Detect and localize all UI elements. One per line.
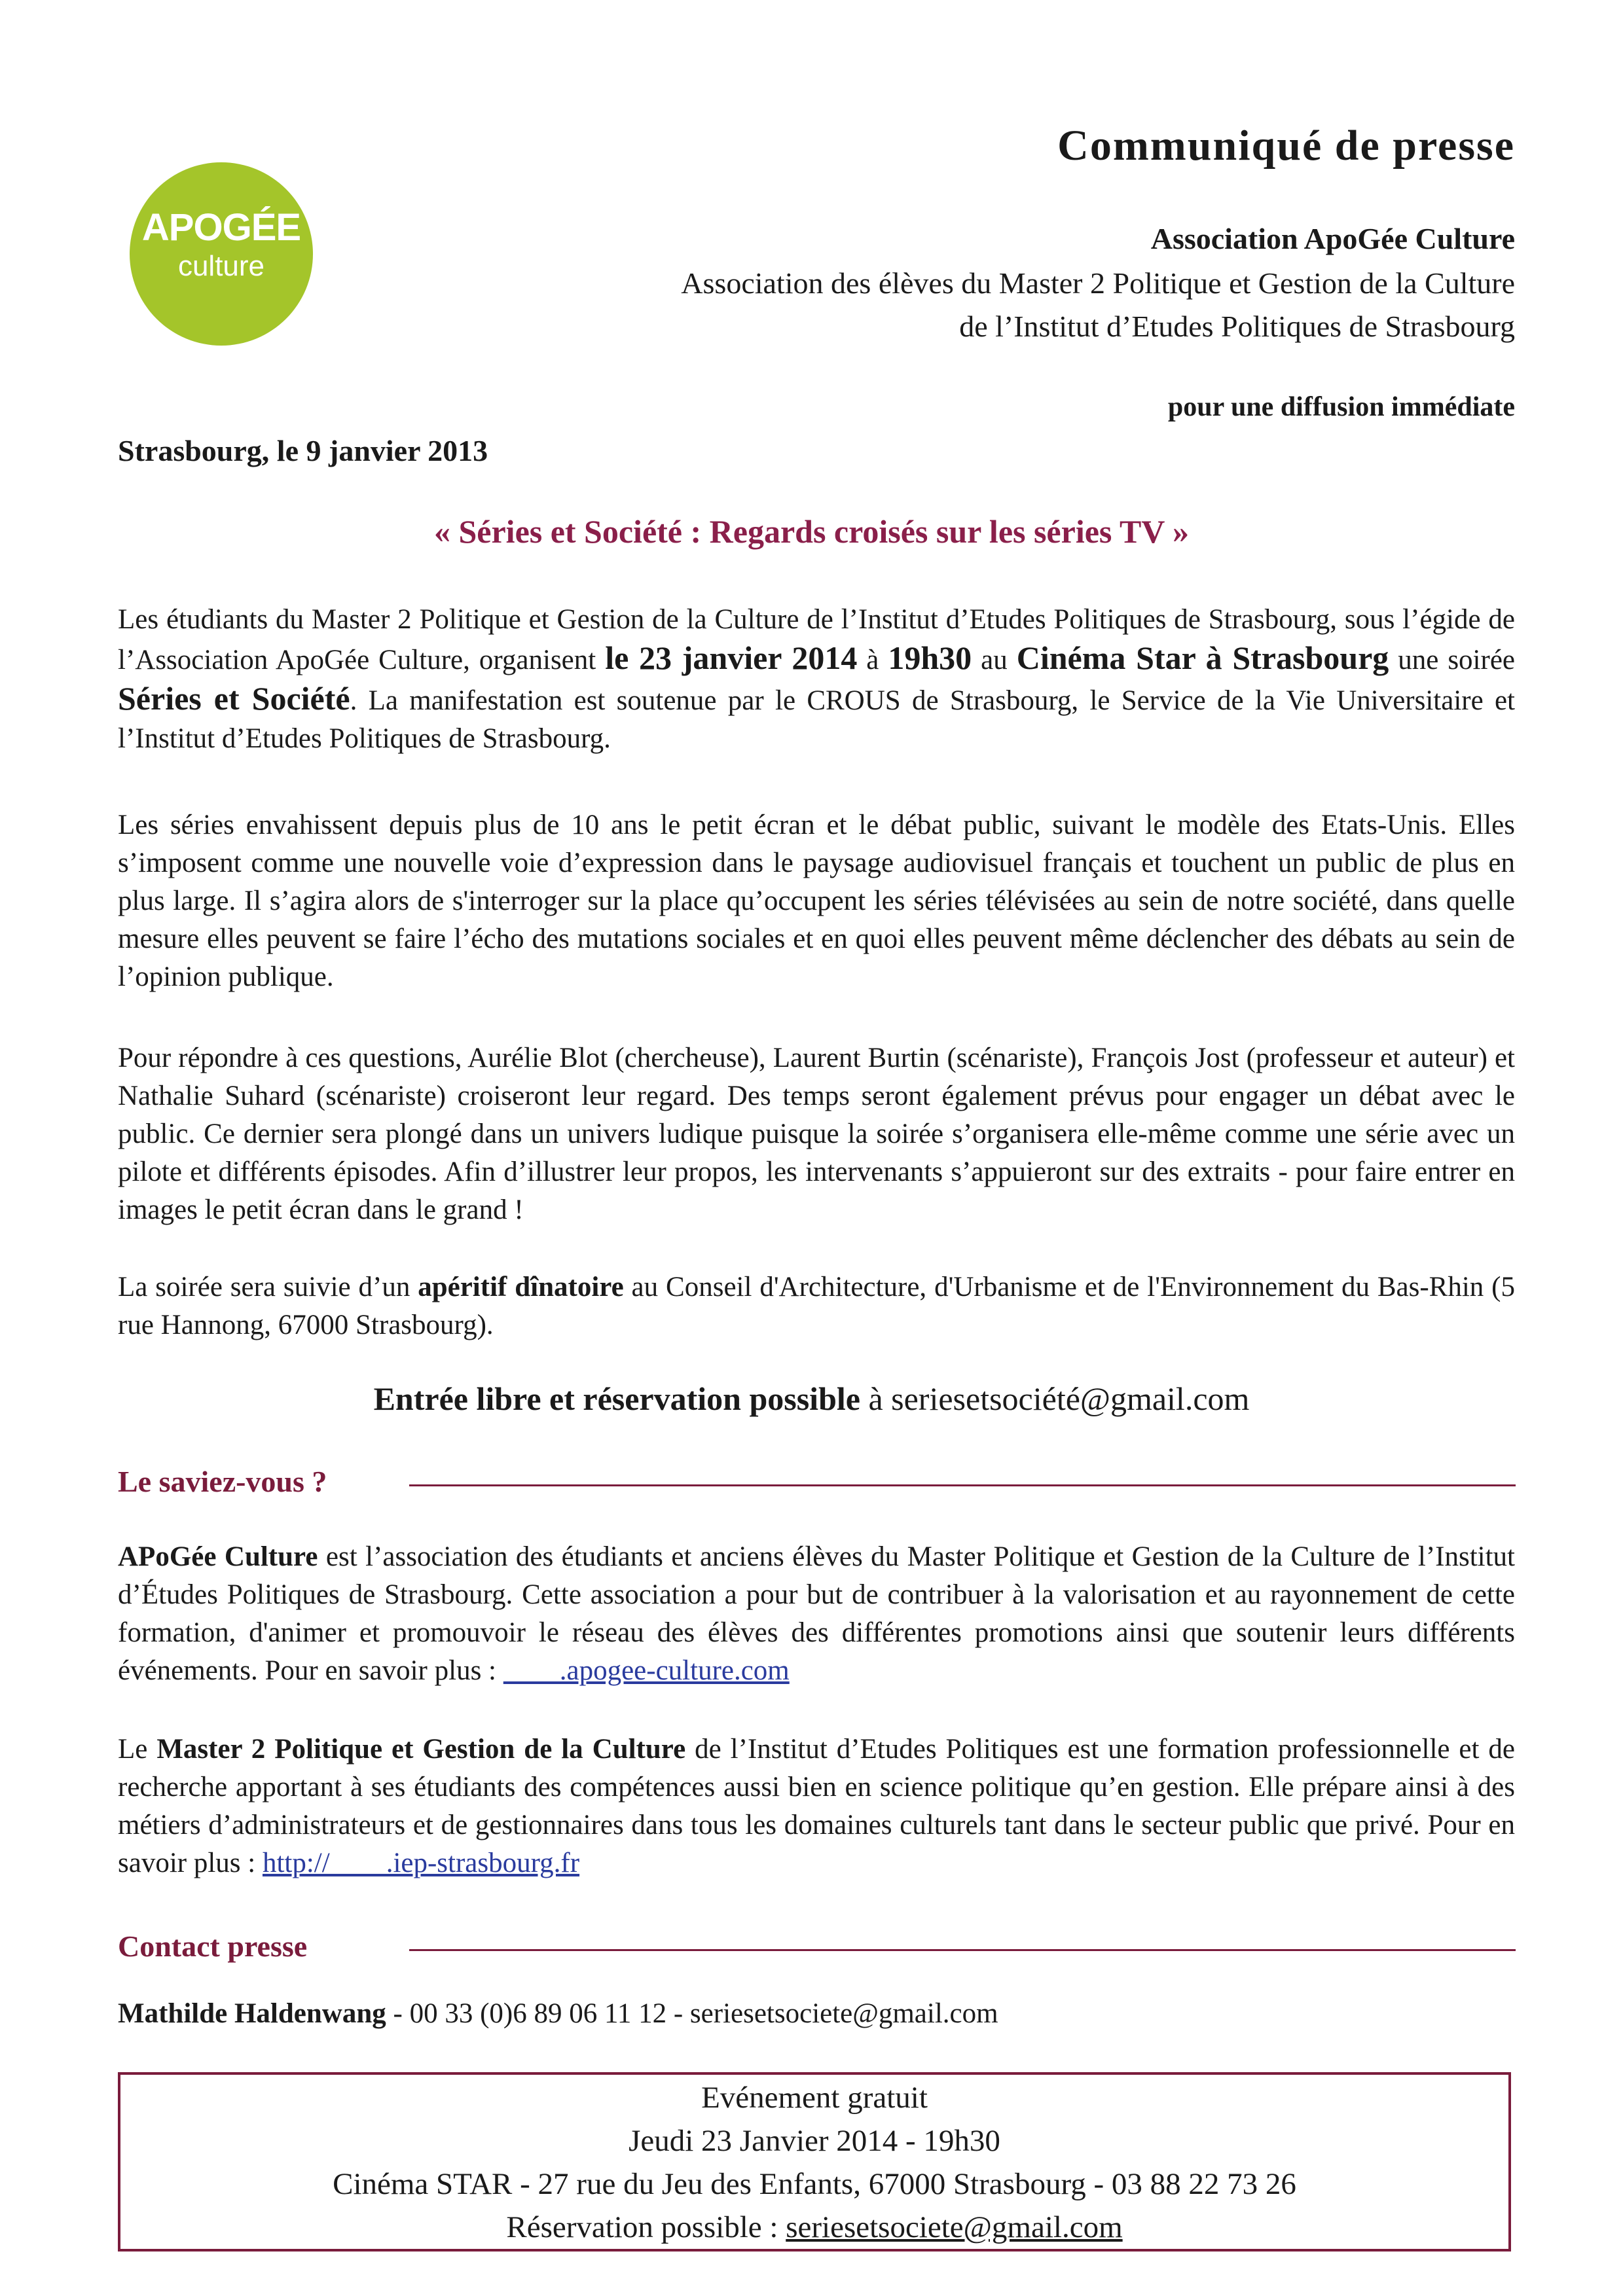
reservation-email-link[interactable]: seriesetsociete@gmail.com [786,2210,1123,2244]
intro-paragraph [118,601,1515,758]
entry-line [0,1380,1623,1418]
event-date: le 23 janvier 2014 [605,639,858,676]
event-time: 19h30 [888,639,972,676]
did-you-know-rule [409,1484,1516,1486]
reservation-label: Réservation possible : [506,2210,786,2244]
apogee-info-paragraph [118,1538,1515,1690]
event-box-free: Evénement gratuit [701,2081,928,2115]
intro-text-1: Les étudiants du Master 2 Politique et Gestion de la Culture de l’Institut d’Etudes Politiques de Strasbourg, sous l’égide de l’Association ApoGée Culture, organisent [118,604,1515,675]
press-contact-line [118,1998,998,2030]
contact-name: Mathilde Haldenwang [118,1998,386,2029]
apogee-link[interactable]: .apogee-culture.com [503,1655,790,1686]
intro-text-5: . La manifestation est soutenue par le CROUS de Strasbourg, le Service de la Vie Universitaire et l’Institut d’Etudes Politiques de Strasbourg. [118,685,1515,754]
intro-text-2: à [857,645,888,675]
event-info-box [118,2072,1511,2251]
event-box-venue: Cinéma STAR - 27 rue du Jeu des Enfants, 67000 Strasbourg - 03 88 22 73 26 [333,2167,1296,2201]
association-name: Association ApoGée Culture [1150,222,1515,255]
event-venue: Cinéma Star à Strasbourg [1016,639,1389,676]
apogee-description: est l’association des étudiants et anciens élèves du Master Politique et Gestion de la Culture de l’Institut d’Études Politiques de Strasbourg. Cette association a pour but de contribuer à la valorisation et au rayonnement de cette formation, d'animer et promouvoir le réseau des élèves des différentes promotions ainsi que soutenir leurs différents événements. Pour en savoir plus : [118,1541,1515,1686]
intro-text-3: au [972,645,1017,675]
apogee-logo [130,162,313,346]
press-contact-heading: Contact presse [118,1929,308,1963]
event-name: Séries et Société [118,680,350,717]
contact-details: - 00 33 (0)6 89 06 11 12 - seriesetsociete@gmail.com [386,1998,998,2029]
aperitif-text-1: La soirée sera suivie d’un [118,1272,418,1302]
aperitif-bold: apéritif dînatoire [418,1272,624,1302]
event-title: « Séries et Société : Regards croisés sur les séries TV » [433,513,1190,550]
did-you-know-heading: Le saviez-vous ? [118,1465,327,1498]
speakers-paragraph: Pour répondre à ces questions, Aurélie Blot (chercheuse), Laurent Burtin (scénariste), François Jost (professeur et auteur) et Nathalie Suhard (scénariste) croiseront leur regard. Des temps seront également prévus pour engager un débat avec le public. Ce dernier sera plongé dans un univers ludique puisque la soirée s’organisera elle-même comme une série avec un pilote et différents épisodes. Afin d’illustrer leur propos, les intervenants s’appuieront sur des extraits - pour faire entrer en images le petit écran dans le grand ! [118,1043,1515,1225]
master-name: Master 2 Politique et Gestion de la Culture [156,1734,686,1765]
entry-email: à seriesetsociété@gmail.com [860,1380,1250,1417]
master-text-1: Le [118,1734,157,1765]
document-title: Communiqué de presse [1057,122,1515,170]
event-box-date: Jeudi 23 Janvier 2014 - 19h30 [629,2124,1000,2158]
series-context-paragraph: Les séries envahissent depuis plus de 10 ans le petit écran et le débat public, suivant le modèle des Etats-Unis. Elles s’imposent comme une nouvelle voie d’expression dans le paysage audiovisuel français et touchent un public de plus en plus large. Il s’agira alors de s'interroger sur la place qu’occupent les séries télévisées au sein de notre société, dans quelle mesure elles peuvent se faire l’écho des mutations sociales et en quoi elles peuvent même déclencher des débats au sein de l’opinion publique. [118,810,1515,992]
master-info-paragraph [118,1731,1515,1882]
aperitif-paragraph [118,1268,1515,1344]
association-description-line-2: de l’Institut d’Etudes Politiques de Strasbourg [959,310,1515,343]
release-note: pour une diffusion immédiate [1167,392,1515,422]
iep-link[interactable]: http:// .iep-strasbourg.fr [262,1848,580,1878]
event-box-reservation [120,2206,1508,2249]
place-and-date: Strasbourg, le 9 janvier 2013 [118,434,488,467]
aperitif-text-2: au Conseil d'Architecture, d'Urbanisme et de l'Environnement du Bas-Rhin (5 rue Hannong, 67000 Strasbourg). [118,1272,1515,1340]
apogee-name: APoGée Culture [118,1541,318,1572]
logo-text-culture: culture [177,250,265,282]
press-contact-rule [409,1949,1516,1951]
logo-text-apogee: APOGÉE [141,206,301,249]
association-description-line-1: Association des élèves du Master 2 Politique et Gestion de la Culture [681,266,1515,300]
entry-bold: Entrée libre et réservation possible [373,1380,860,1417]
intro-text-4: une soirée [1389,645,1515,675]
master-description: de l’Institut d’Etudes Politiques est une formation professionnelle et de recherche apportant à ses étudiants des compétences aussi bien en science politique qu’en gestion. Elle prépare ainsi à des métiers d’administrateurs et de gestionnaires dans tous les domaines culturels tant dans le secteur public que privé. Pour en savoir plus : [118,1734,1515,1878]
